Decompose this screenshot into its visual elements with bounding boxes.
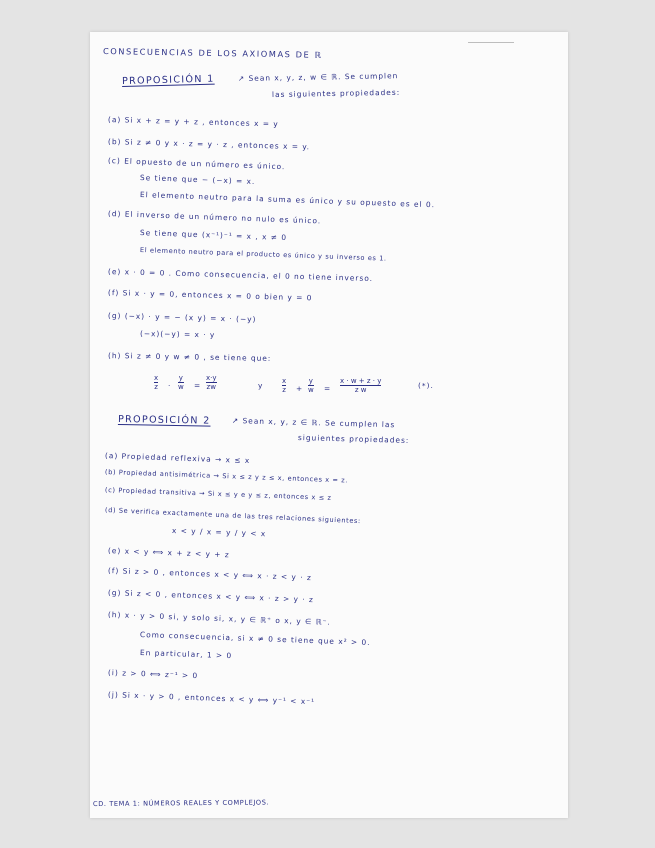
p1-item-d-line3: El elemento neutro para el producto es único y su inverso es 1. [139,246,387,263]
p2-item-j: (j) Si x · y > 0 , entonces x < y ⟺ y⁻¹ < x⁻¹ [107,690,316,707]
p1-item-c-line2: Se tiene que − (−x) = x. [139,173,256,187]
page-title: CONSECUENCIAS DE LOS AXIOMAS DE ℝ [102,46,323,60]
fraction-y-over-w: y w [178,374,184,391]
proposition-2-intro: ↗ Sean x, y, z ∈ ℝ. Se cumplen las [231,416,396,430]
page-footer: CD. TEMA 1: NÚMEROS REALES Y COMPLEJOS. [92,798,270,808]
p2-item-c: (c) Propiedad transitiva → Si x ≤ y e y ≤ z, entonces x ≤ z [104,486,332,502]
p1-item-c: (c) El opuesto de un número es único. [107,156,286,172]
eq-plus: + [296,384,304,393]
eq-dot: · [168,381,172,390]
p2-item-g: (g) Si z < 0 , entonces x < y ⟺ x · z > y · z [107,588,315,605]
fraction-product: x·y zw [206,374,217,391]
p1-item-b: (b) Si z ≠ 0 y x · z = y · z , entonces x = y. [107,137,311,152]
proposition-1-heading: PROPOSICIÓN 1 [121,73,215,87]
p2-item-h-line2: Como consecuencia, si x ≠ 0 se tiene que x² > 0. [139,630,371,648]
p2-item-d-line2: x < y / x = y / y < x [171,526,267,539]
equation-mark: (*). [418,381,434,390]
eq-equals-1: = [194,381,202,390]
fraction-x-over-z: x z [154,374,159,391]
p2-item-i: (i) z > 0 ⟺ z⁻¹ > 0 [107,668,199,681]
fraction-sum: x · w + z · y z w [340,377,382,394]
p2-item-h-line3: En particular, 1 > 0 [139,648,233,661]
p1-item-g: (g) (−x) · y = − (x y) = x · (−y) [107,311,257,324]
p2-item-e: (e) x < y ⟺ x + z < y + z [107,546,230,560]
p1-item-c-line3: El elemento neutro para la suma es único y su opuesto es el 0. [139,190,436,210]
fraction-y-over-w-2: y w [308,377,314,394]
fraction-x-over-z-2: x z [282,377,287,394]
p1-item-a: (a) Si x + z = y + z , entonces x = y [107,115,279,129]
p1-item-h: (h) Si z ≠ 0 y w ≠ 0 , se tiene que: [107,351,272,363]
p2-item-f: (f) Si z > 0 , entonces x < y ⟺ x · z < y · z [107,566,312,583]
p2-item-h: (h) x · y > 0 si, y solo si, x, y ∈ ℝ⁺ o x, y ∈ ℝ⁻. [107,610,332,627]
p1-item-d: (d) El inverso de un número no nulo es único. [107,209,322,226]
eq-equals-2: = [324,384,332,393]
proposition-1-intro-2: las siguientes propiedades: [271,87,401,99]
p1-item-e: (e) x · 0 = 0 . Como consecuencia, el 0 no tiene inverso. [107,267,374,283]
pencil-mark [468,42,514,43]
proposition-2-intro-2: siguientes propiedades: [297,433,410,445]
p1-item-g-line2: (−x)(−y) = x · y [139,329,216,340]
p1-item-d-line2: Se tiene que (x⁻¹)⁻¹ = x , x ≠ 0 [139,228,288,243]
p2-item-a: (a) Propiedad reflexiva → x ≤ x [104,451,251,466]
proposition-1-intro: ↗ Sean x, y, z, w ∈ ℝ. Se cumplen [237,71,399,83]
p2-item-d: (d) Se verifica exactamente una de las tres relaciones siguientes: [104,506,361,526]
p2-item-b: (b) Propiedad antisimétrica → Si x ≤ z y z ≤ x, entonces x = z. [104,468,349,485]
p1-item-f: (f) Si x · y = 0, entonces x = 0 o bien y = 0 [107,288,313,303]
eq-and: y [258,381,264,390]
proposition-2-heading: PROPOSICIÓN 2 [117,414,211,427]
